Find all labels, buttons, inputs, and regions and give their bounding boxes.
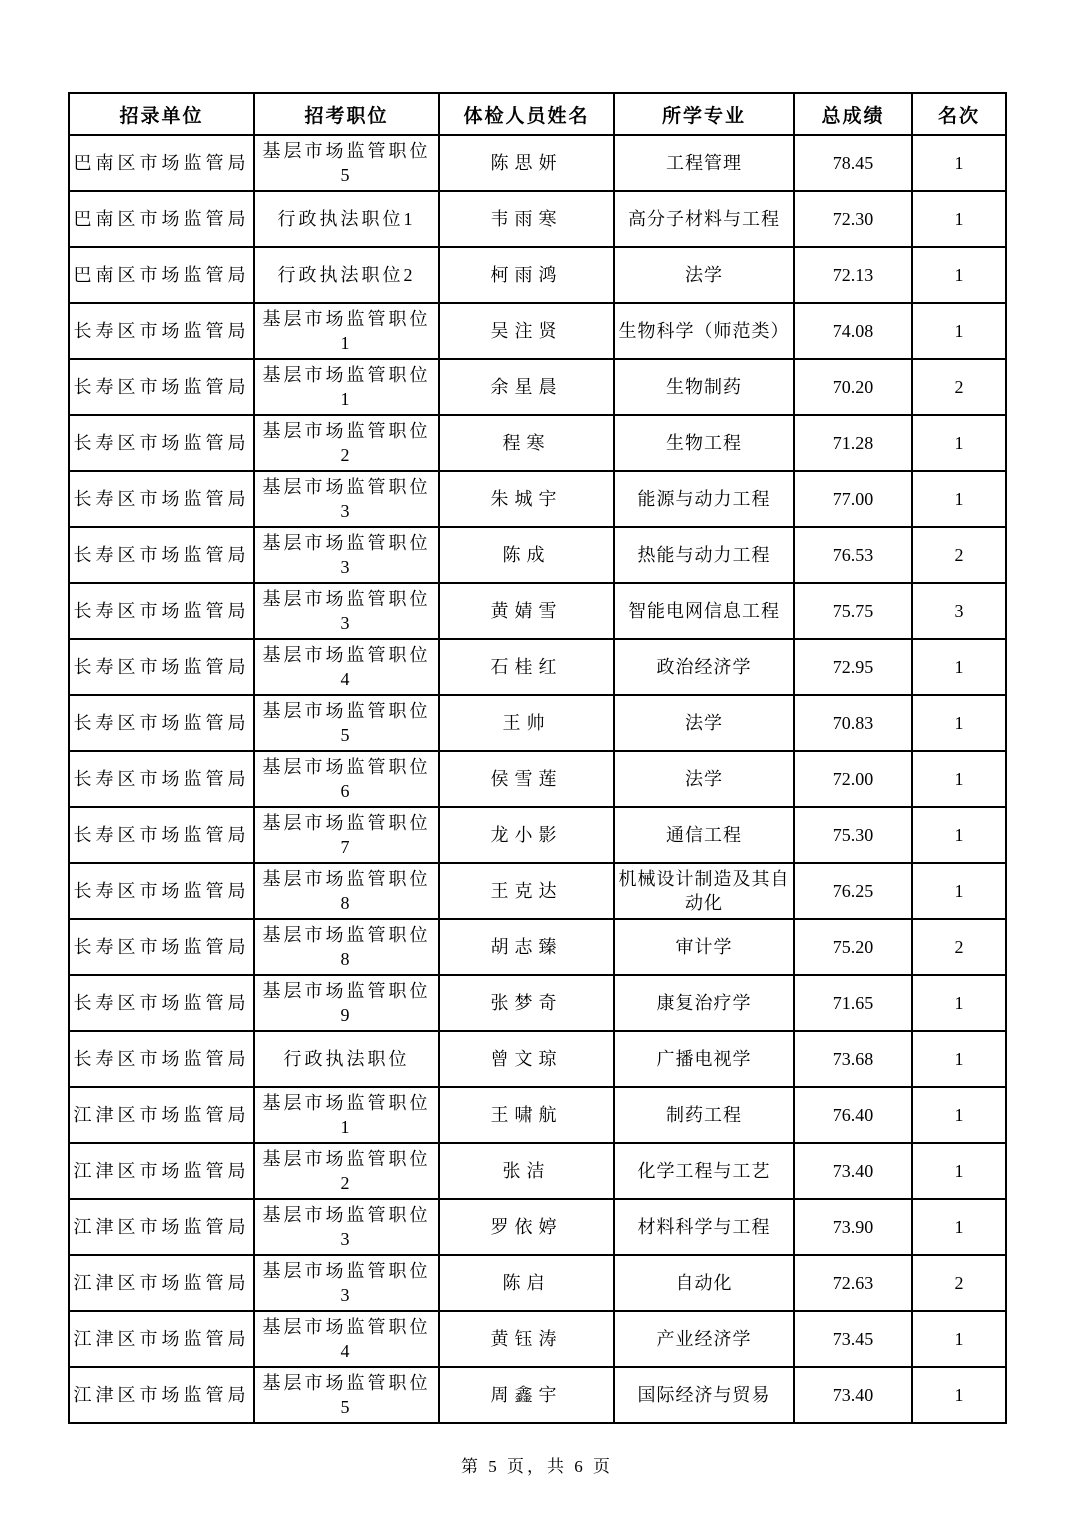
unit-cell: 江津区市场监管局 bbox=[69, 1311, 254, 1367]
position-cell: 基层市场监管职位1 bbox=[254, 303, 439, 359]
table-row bbox=[69, 751, 1006, 807]
score-cell: 77.00 bbox=[794, 471, 912, 527]
unit-cell: 江津区市场监管局 bbox=[69, 1367, 254, 1423]
unit-cell: 长寿区市场监管局 bbox=[69, 639, 254, 695]
table-row bbox=[69, 1031, 1006, 1087]
major-cell: 生物制药 bbox=[614, 359, 794, 415]
position-cell: 行政执法职位1 bbox=[254, 191, 439, 247]
major-cell: 能源与动力工程 bbox=[614, 471, 794, 527]
rank-cell: 2 bbox=[912, 359, 1006, 415]
major-cell: 工程管理 bbox=[614, 135, 794, 191]
major-cell: 法学 bbox=[614, 247, 794, 303]
table-row bbox=[69, 639, 1006, 695]
major-cell: 法学 bbox=[614, 695, 794, 751]
name-cell: 曾文琼 bbox=[439, 1031, 614, 1087]
rank-cell: 1 bbox=[912, 751, 1006, 807]
position-cell: 基层市场监管职位4 bbox=[254, 639, 439, 695]
name-cell: 余星晨 bbox=[439, 359, 614, 415]
unit-cell: 长寿区市场监管局 bbox=[69, 471, 254, 527]
rank-cell: 1 bbox=[912, 975, 1006, 1031]
rank-cell: 1 bbox=[912, 1367, 1006, 1423]
table-row bbox=[69, 359, 1006, 415]
table-row bbox=[69, 1143, 1006, 1199]
unit-cell: 长寿区市场监管局 bbox=[69, 303, 254, 359]
rank-cell: 1 bbox=[912, 1199, 1006, 1255]
table-row bbox=[69, 527, 1006, 583]
rank-cell: 2 bbox=[912, 919, 1006, 975]
unit-cell: 长寿区市场监管局 bbox=[69, 695, 254, 751]
name-cell: 柯雨鸿 bbox=[439, 247, 614, 303]
unit-cell: 江津区市场监管局 bbox=[69, 1143, 254, 1199]
rank-cell: 3 bbox=[912, 583, 1006, 639]
rank-cell: 1 bbox=[912, 303, 1006, 359]
major-cell: 机械设计制造及其自动化 bbox=[614, 863, 794, 919]
position-cell: 基层市场监管职位3 bbox=[254, 583, 439, 639]
name-cell: 王帅 bbox=[439, 695, 614, 751]
name-cell: 侯雪莲 bbox=[439, 751, 614, 807]
position-cell: 基层市场监管职位9 bbox=[254, 975, 439, 1031]
score-cell: 71.65 bbox=[794, 975, 912, 1031]
unit-cell: 巴南区市场监管局 bbox=[69, 135, 254, 191]
major-cell: 产业经济学 bbox=[614, 1311, 794, 1367]
major-cell: 材料科学与工程 bbox=[614, 1199, 794, 1255]
rank-cell: 1 bbox=[912, 807, 1006, 863]
major-cell: 康复治疗学 bbox=[614, 975, 794, 1031]
rank-cell: 1 bbox=[912, 135, 1006, 191]
unit-cell: 江津区市场监管局 bbox=[69, 1087, 254, 1143]
header-row bbox=[69, 93, 1006, 135]
score-cell: 70.83 bbox=[794, 695, 912, 751]
score-cell: 74.08 bbox=[794, 303, 912, 359]
table-row bbox=[69, 303, 1006, 359]
major-cell: 通信工程 bbox=[614, 807, 794, 863]
table-row bbox=[69, 1199, 1006, 1255]
position-cell: 基层市场监管职位2 bbox=[254, 415, 439, 471]
rank-cell: 2 bbox=[912, 1255, 1006, 1311]
name-cell: 石桂红 bbox=[439, 639, 614, 695]
position-cell: 基层市场监管职位3 bbox=[254, 1199, 439, 1255]
major-cell: 法学 bbox=[614, 751, 794, 807]
unit-cell: 长寿区市场监管局 bbox=[69, 863, 254, 919]
table-row bbox=[69, 415, 1006, 471]
score-cell: 73.68 bbox=[794, 1031, 912, 1087]
position-cell: 基层市场监管职位1 bbox=[254, 359, 439, 415]
name-cell: 张梦奇 bbox=[439, 975, 614, 1031]
header-position: 招考职位 bbox=[254, 93, 439, 135]
position-cell: 基层市场监管职位2 bbox=[254, 1143, 439, 1199]
rank-cell: 1 bbox=[912, 471, 1006, 527]
name-cell: 胡志臻 bbox=[439, 919, 614, 975]
position-cell: 基层市场监管职位4 bbox=[254, 1311, 439, 1367]
score-cell: 72.95 bbox=[794, 639, 912, 695]
score-cell: 78.45 bbox=[794, 135, 912, 191]
position-cell: 基层市场监管职位3 bbox=[254, 471, 439, 527]
unit-cell: 长寿区市场监管局 bbox=[69, 751, 254, 807]
major-cell: 生物工程 bbox=[614, 415, 794, 471]
unit-cell: 长寿区市场监管局 bbox=[69, 583, 254, 639]
header-unit: 招录单位 bbox=[69, 93, 254, 135]
table-row bbox=[69, 919, 1006, 975]
unit-cell: 巴南区市场监管局 bbox=[69, 247, 254, 303]
major-cell: 审计学 bbox=[614, 919, 794, 975]
name-cell: 黄婧雪 bbox=[439, 583, 614, 639]
position-cell: 基层市场监管职位3 bbox=[254, 527, 439, 583]
rank-cell: 1 bbox=[912, 863, 1006, 919]
unit-cell: 长寿区市场监管局 bbox=[69, 1031, 254, 1087]
unit-cell: 长寿区市场监管局 bbox=[69, 975, 254, 1031]
header-major: 所学专业 bbox=[614, 93, 794, 135]
score-cell: 72.00 bbox=[794, 751, 912, 807]
score-cell: 72.63 bbox=[794, 1255, 912, 1311]
position-cell: 基层市场监管职位7 bbox=[254, 807, 439, 863]
score-cell: 76.40 bbox=[794, 1087, 912, 1143]
page-number-indicator: 第 5 页，共 6 页 bbox=[461, 1457, 613, 1476]
position-cell: 基层市场监管职位5 bbox=[254, 695, 439, 751]
name-cell: 龙小影 bbox=[439, 807, 614, 863]
major-cell: 热能与动力工程 bbox=[614, 527, 794, 583]
table-header bbox=[69, 93, 1006, 135]
unit-cell: 江津区市场监管局 bbox=[69, 1199, 254, 1255]
header-rank: 名次 bbox=[912, 93, 1006, 135]
major-cell: 化学工程与工艺 bbox=[614, 1143, 794, 1199]
name-cell: 陈启 bbox=[439, 1255, 614, 1311]
position-cell: 行政执法职位 bbox=[254, 1031, 439, 1087]
major-cell: 政治经济学 bbox=[614, 639, 794, 695]
rank-cell: 2 bbox=[912, 527, 1006, 583]
score-cell: 72.13 bbox=[794, 247, 912, 303]
table-row bbox=[69, 863, 1006, 919]
rank-cell: 1 bbox=[912, 1143, 1006, 1199]
unit-cell: 长寿区市场监管局 bbox=[69, 527, 254, 583]
table-row bbox=[69, 135, 1006, 191]
table-row bbox=[69, 247, 1006, 303]
unit-cell: 长寿区市场监管局 bbox=[69, 807, 254, 863]
header-name: 体检人员姓名 bbox=[439, 93, 614, 135]
rank-cell: 1 bbox=[912, 415, 1006, 471]
unit-cell: 长寿区市场监管局 bbox=[69, 415, 254, 471]
name-cell: 程寒 bbox=[439, 415, 614, 471]
name-cell: 朱城宇 bbox=[439, 471, 614, 527]
major-cell: 制药工程 bbox=[614, 1087, 794, 1143]
name-cell: 王克达 bbox=[439, 863, 614, 919]
position-cell: 基层市场监管职位5 bbox=[254, 135, 439, 191]
name-cell: 张洁 bbox=[439, 1143, 614, 1199]
score-cell: 73.40 bbox=[794, 1367, 912, 1423]
position-cell: 行政执法职位2 bbox=[254, 247, 439, 303]
position-cell: 基层市场监管职位3 bbox=[254, 1255, 439, 1311]
table-row bbox=[69, 1255, 1006, 1311]
major-cell: 生物科学（师范类） bbox=[614, 303, 794, 359]
table-row bbox=[69, 695, 1006, 751]
table-row bbox=[69, 583, 1006, 639]
score-cell: 72.30 bbox=[794, 191, 912, 247]
table-row bbox=[69, 1311, 1006, 1367]
name-cell: 黄钰涛 bbox=[439, 1311, 614, 1367]
rank-cell: 1 bbox=[912, 1031, 1006, 1087]
table-row bbox=[69, 975, 1006, 1031]
rank-cell: 1 bbox=[912, 247, 1006, 303]
position-cell: 基层市场监管职位8 bbox=[254, 863, 439, 919]
unit-cell: 长寿区市场监管局 bbox=[69, 359, 254, 415]
name-cell: 王啸航 bbox=[439, 1087, 614, 1143]
major-cell: 智能电网信息工程 bbox=[614, 583, 794, 639]
table-row bbox=[69, 807, 1006, 863]
table-row bbox=[69, 1087, 1006, 1143]
position-cell: 基层市场监管职位6 bbox=[254, 751, 439, 807]
score-cell: 73.90 bbox=[794, 1199, 912, 1255]
major-cell: 国际经济与贸易 bbox=[614, 1367, 794, 1423]
position-cell: 基层市场监管职位8 bbox=[254, 919, 439, 975]
rank-cell: 1 bbox=[912, 695, 1006, 751]
unit-cell: 长寿区市场监管局 bbox=[69, 919, 254, 975]
name-cell: 陈成 bbox=[439, 527, 614, 583]
rank-cell: 1 bbox=[912, 1087, 1006, 1143]
name-cell: 陈思妍 bbox=[439, 135, 614, 191]
major-cell: 高分子材料与工程 bbox=[614, 191, 794, 247]
rank-cell: 1 bbox=[912, 1311, 1006, 1367]
rank-cell: 1 bbox=[912, 639, 1006, 695]
unit-cell: 巴南区市场监管局 bbox=[69, 191, 254, 247]
rank-cell: 1 bbox=[912, 191, 1006, 247]
score-cell: 73.45 bbox=[794, 1311, 912, 1367]
header-score: 总成绩 bbox=[794, 93, 912, 135]
score-cell: 71.28 bbox=[794, 415, 912, 471]
score-cell: 76.53 bbox=[794, 527, 912, 583]
score-cell: 70.20 bbox=[794, 359, 912, 415]
table-row bbox=[69, 1367, 1006, 1423]
table-row bbox=[69, 191, 1006, 247]
position-cell: 基层市场监管职位1 bbox=[254, 1087, 439, 1143]
name-cell: 周鑫宇 bbox=[439, 1367, 614, 1423]
major-cell: 自动化 bbox=[614, 1255, 794, 1311]
name-cell: 韦雨寒 bbox=[439, 191, 614, 247]
physical-exam-results-table bbox=[68, 92, 1007, 1424]
score-cell: 75.75 bbox=[794, 583, 912, 639]
name-cell: 罗依婷 bbox=[439, 1199, 614, 1255]
name-cell: 吴注贤 bbox=[439, 303, 614, 359]
score-cell: 73.40 bbox=[794, 1143, 912, 1199]
score-cell: 76.25 bbox=[794, 863, 912, 919]
unit-cell: 江津区市场监管局 bbox=[69, 1255, 254, 1311]
score-cell: 75.20 bbox=[794, 919, 912, 975]
position-cell: 基层市场监管职位5 bbox=[254, 1367, 439, 1423]
table-row bbox=[69, 471, 1006, 527]
score-cell: 75.30 bbox=[794, 807, 912, 863]
major-cell: 广播电视学 bbox=[614, 1031, 794, 1087]
table-body bbox=[69, 135, 1006, 1423]
